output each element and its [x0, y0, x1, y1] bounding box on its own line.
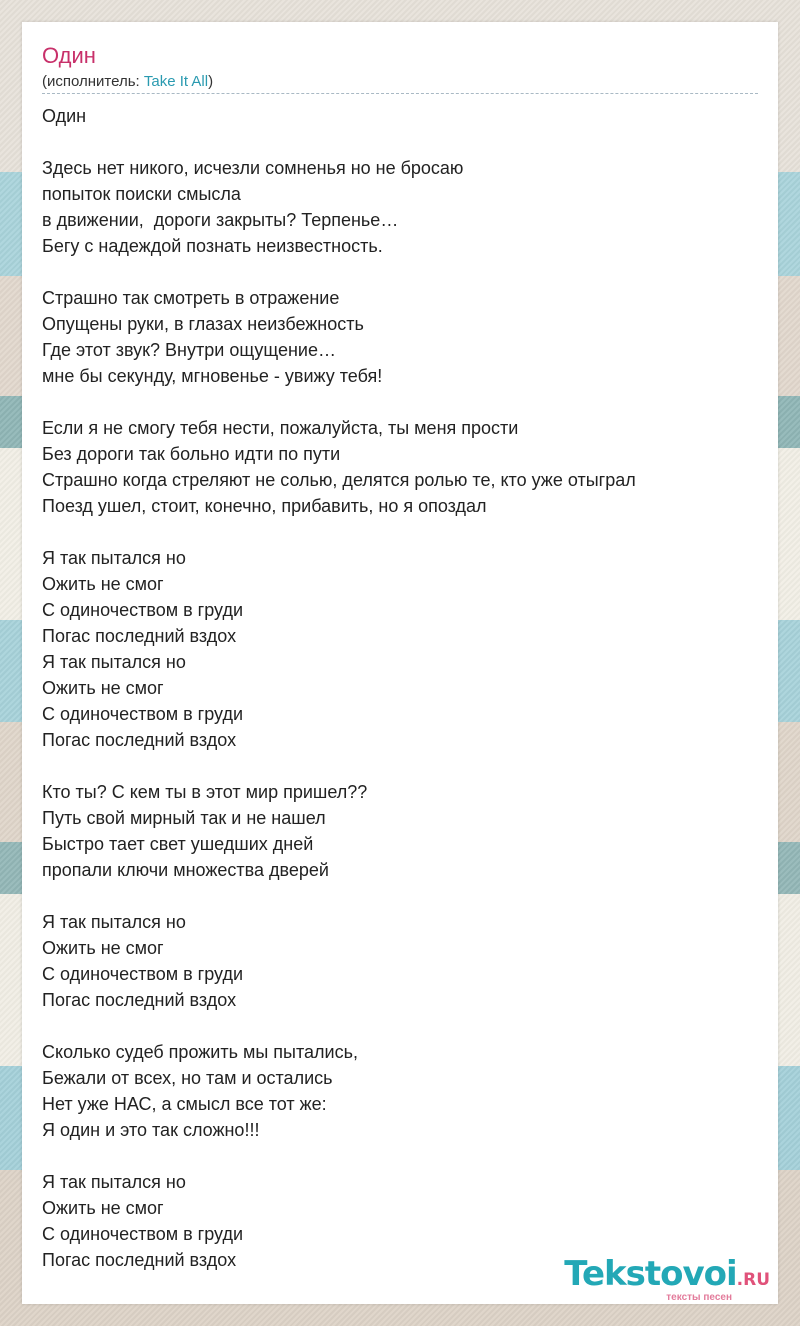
lyric-line: Погас последний вздох [42, 626, 237, 646]
lyric-line [42, 1013, 762, 1039]
lyric-line: С одиночеством в груди [42, 964, 244, 984]
lyric-line: Бегу с надеждой познать неизвестность. [42, 236, 383, 256]
lyric-line [42, 129, 762, 155]
lyric-line: Здесь нет никого, исчезли сомненья но не бросаю [42, 158, 464, 178]
lyric-line: С одиночеством в груди [42, 1224, 244, 1244]
lyric-line: Погас последний вздох [42, 730, 237, 750]
lyric-line [42, 1143, 762, 1169]
lyric-line: Ожить не смог [42, 938, 164, 958]
artist-link[interactable]: Take It All [143, 73, 209, 90]
artist-suffix: ) [208, 73, 214, 90]
lyric-line [42, 259, 762, 285]
lyric-line [42, 519, 762, 545]
lyric-line: Ожить не смог [42, 574, 164, 594]
logo-tagline: тексты песен [666, 1292, 732, 1303]
lyric-line: Кто ты? С кем ты в этот мир пришел?? [42, 782, 368, 802]
artist-line [42, 72, 213, 92]
lyric-line: С одиночеством в груди [42, 704, 244, 724]
divider [42, 93, 758, 94]
lyric-line: Ожить не смог [42, 1198, 164, 1218]
lyric-line: Я так пытался но [42, 652, 186, 672]
lyric-line [42, 883, 762, 909]
site-logo[interactable] [564, 1254, 770, 1304]
lyric-line: Бежали от всех, но там и остались [42, 1068, 333, 1088]
logo-tld: .RU [736, 1270, 770, 1290]
lyric-line: Путь свой мирный так и не нашел [42, 808, 326, 828]
lyric-line: Быстро тает свет ушедших дней [42, 834, 314, 854]
lyrics-text [42, 103, 762, 1273]
lyric-line: попыток поиски смысла [42, 184, 241, 204]
lyric-line: в движении, дороги закрыты? Терпенье… [42, 210, 399, 230]
lyric-line: Я так пытался но [42, 548, 186, 568]
lyric-line: мне бы секунду, мгновенье - увижу тебя! [42, 366, 383, 386]
lyric-line: Я один и это так сложно!!! [42, 1120, 260, 1140]
lyric-line [42, 389, 762, 415]
lyric-line: Опущены руки, в глазах неизбежность [42, 314, 364, 334]
artist-prefix: (исполнитель: [42, 73, 144, 90]
lyrics-card [22, 22, 778, 1304]
lyric-line: Ожить не смог [42, 678, 164, 698]
lyric-line: Страшно так смотреть в отражение [42, 288, 340, 308]
lyric-line: Поезд ушел, стоит, конечно, прибавить, но я опоздал [42, 496, 487, 516]
lyric-line: Я так пытался но [42, 912, 186, 932]
lyric-line: Сколько судеб прожить мы пытались, [42, 1042, 358, 1062]
lyric-line: Погас последний вздох [42, 990, 237, 1010]
lyric-line: пропали ключи множества дверей [42, 860, 329, 880]
lyric-line: Где этот звук? Внутри ощущение… [42, 340, 336, 360]
lyric-line [42, 753, 762, 779]
lyric-line: Если я не смогу тебя нести, пожалуйста, ты меня прости [42, 418, 519, 438]
song-title: Один [42, 43, 96, 68]
lyric-line: С одиночеством в груди [42, 600, 244, 620]
lyric-line: Нет уже НАС, а смысл все тот же: [42, 1094, 327, 1114]
lyric-line: Я так пытался но [42, 1172, 186, 1192]
logo-name: Tekstovoi [564, 1254, 737, 1294]
lyric-line: Один [42, 106, 87, 126]
lyric-line: Страшно когда стреляют не солью, делятся ролью те, кто уже отыграл [42, 470, 636, 490]
lyric-line: Погас последний вздох [42, 1250, 237, 1270]
lyric-line: Без дороги так больно идти по пути [42, 444, 341, 464]
